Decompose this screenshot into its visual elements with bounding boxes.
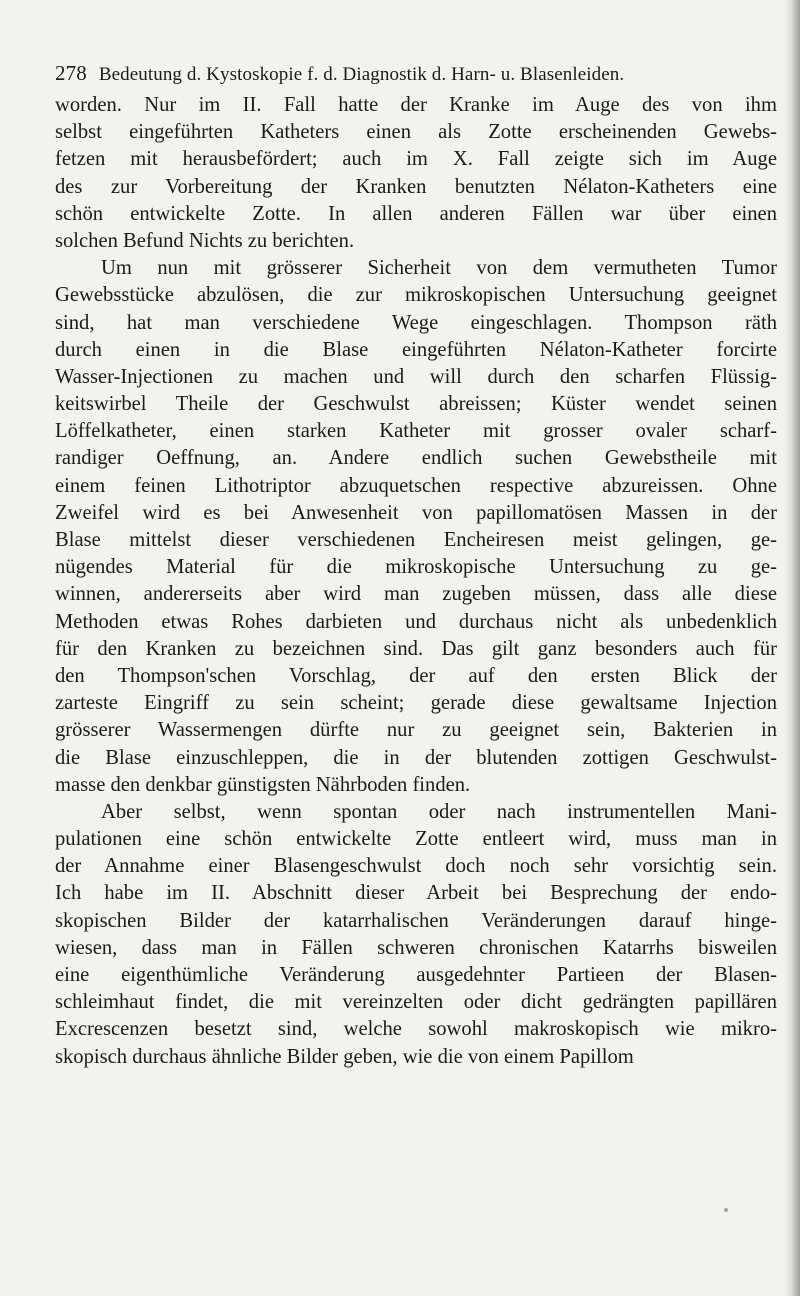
text-line: worden. Nur im II. Fall hatte der Kranke im Auge des von ihm <box>55 94 777 116</box>
text-line: der Annahme einer Blasengeschwulst doch noch sehr vorsichtig sein. <box>55 855 777 878</box>
text-line: die Blase einzuschleppen, die in der blutenden zottigen Geschwulst- <box>55 746 777 769</box>
text-line: den Thompson'schen Vorschlag, der auf den ersten Blick der <box>55 664 777 687</box>
text-line: Blase mittelst dieser verschiedenen Encheiresen meist gelingen, ge- <box>55 529 777 551</box>
text-line: nügendes Material für die mikroskopische Untersuchung zu ge- <box>55 556 777 579</box>
text-line: eine eigenthümliche Veränderung ausgedehnter Partieen der Blasen- <box>55 964 777 986</box>
text-line: skopischen Bilder der katarrhalischen Veränderungen darauf hinge- <box>55 909 777 932</box>
paragraph-first-line: Um nun mit grösserer Sicherheit von dem vermutheten Tumor <box>101 257 777 280</box>
text-line: des zur Vorbereitung der Kranken benutzten Nélaton-Katheters eine <box>55 175 777 198</box>
text-line: Gewebsstücke abzulösen, die zur mikroskopischen Untersuchung geeignet <box>55 284 777 307</box>
text-line: schön entwickelte Zotte. In allen anderen Fällen war über einen <box>55 202 777 225</box>
text-line: fetzen mit herausbefördert; auch im X. Fall zeigte sich im Auge <box>55 148 777 171</box>
ink-speck <box>724 1208 728 1212</box>
text-line: Ich habe im II. Abschnitt dieser Arbeit bei Besprechung der endo- <box>55 882 777 905</box>
text-line: selbst eingeführten Katheters einen als Zotte erscheinenden Gewebs- <box>55 121 777 144</box>
text-line: durch einen in die Blase eingeführten Nélaton-Katheter forcirte <box>55 338 777 361</box>
text-line: grösserer Wassermengen dürfte nur zu geeignet sein, Bakterien in <box>55 719 777 742</box>
text-line: sind, hat man verschiedene Wege eingeschlagen. Thompson räth <box>55 311 777 334</box>
page-number: 278 <box>55 61 87 85</box>
page-edge-shadow <box>784 0 800 1296</box>
running-title: Bedeutung d. Kystoskopie f. d. Diagnostik d. Harn- u. Blasenleiden. <box>98 64 625 85</box>
text-line: Methoden etwas Rohes darbieten und durchaus nicht als unbedenklich <box>55 610 777 633</box>
running-head <box>55 60 775 86</box>
text-line: einem feinen Lithotriptor abzuquetschen respective abzureissen. Ohne <box>55 474 777 497</box>
text-line: Zweifel wird es bei Anwesenheit von papillomatösen Massen in der <box>55 501 777 524</box>
text-line: winnen, andererseits aber wird man zugeben müssen, dass alle diese <box>55 583 777 606</box>
text-line: randiger Oeffnung, an. Andere endlich suchen Gewebstheile mit <box>55 447 777 470</box>
text-line: pulationen eine schön entwickelte Zotte entleert wird, muss man in <box>55 828 777 851</box>
text-line: solchen Befund Nichts zu berichten. <box>55 229 355 252</box>
text-line: Wasser-Injectionen zu machen und will durch den scharfen Flüssig- <box>55 365 777 388</box>
text-line: masse den denkbar günstigsten Nährboden finden. <box>55 773 471 796</box>
text-line: Löffelkatheter, einen starken Katheter mit grosser ovaler scharf- <box>55 420 777 443</box>
text-line: schleimhaut findet, die mit vereinzelten oder dicht gedrängten papillären <box>55 991 777 1014</box>
text-line: wiesen, dass man in Fällen schweren chronischen Katarrhs bisweilen <box>55 936 777 959</box>
paragraph-first-line: Aber selbst, wenn spontan oder nach instrumentellen Mani- <box>101 800 777 823</box>
body-text <box>55 92 777 1071</box>
text-line: Excrescenzen besetzt sind, welche sowohl makroskopisch wie mikro- <box>55 1018 777 1041</box>
text-line: für den Kranken zu bezeichnen sind. Das gilt ganz besonders auch für <box>55 637 777 660</box>
text-line: zarteste Eingriff zu sein scheint; gerade diese gewaltsame Injection <box>55 692 777 715</box>
text-line: skopisch durchaus ähnliche Bilder geben, wie die von einem Papillom <box>55 1045 634 1068</box>
text-line: keitswirbel Theile der Geschwulst abreissen; Küster wendet seinen <box>55 393 777 416</box>
